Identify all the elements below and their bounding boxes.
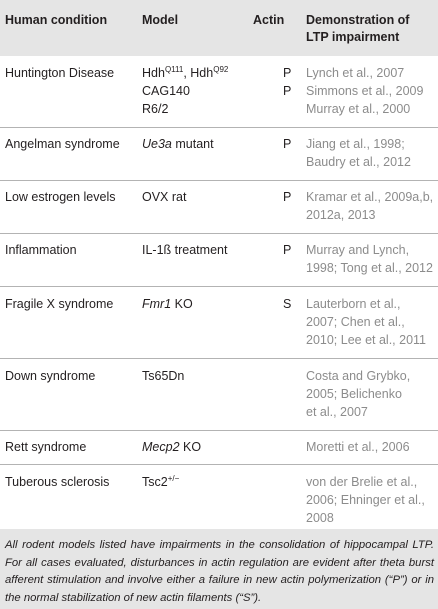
model-sup: Q111 xyxy=(164,65,184,74)
model-text: mutant xyxy=(171,137,214,151)
header-demo-line2: LTP impairment xyxy=(306,30,400,44)
row-model-line3: R6/2 xyxy=(142,102,169,116)
row-ref-line2: Simmons et al., 2009 xyxy=(306,84,424,98)
model-sup: +/− xyxy=(167,474,180,483)
row-ref-line1: Kramar et al., 2009a,b, xyxy=(306,190,434,204)
row-ref-line3: et al., 2007 xyxy=(306,405,368,419)
model-gene: Ue3a xyxy=(142,137,172,151)
row-condition: Tuberous sclerosis xyxy=(5,475,110,489)
table-row xyxy=(0,128,438,181)
table-row xyxy=(0,234,438,287)
table-row xyxy=(0,181,438,234)
table-row xyxy=(0,359,438,431)
table-footnote xyxy=(0,529,438,609)
table-row xyxy=(0,465,438,529)
row-actin: S xyxy=(283,297,292,311)
row-model: IL-1ß treatment xyxy=(142,243,228,257)
row-ref-line2: 1998; Tong et al., 2012 xyxy=(306,261,433,275)
row-ref-line3: 2008 xyxy=(306,511,334,525)
row-model xyxy=(142,65,228,82)
row-condition: Huntington Disease xyxy=(5,66,115,80)
row-ref-line1: von der Brelie et al., xyxy=(306,475,418,489)
row-model: Ts65Dn xyxy=(142,369,185,383)
model-text: KO xyxy=(171,297,193,311)
row-ref-line2: 2005; Belichenko xyxy=(306,387,402,401)
footnote-text: All rodent models listed have impairments in the consolidation of hippocampal LTP. For all cases evaluated, disturbances in actin regulation are evident after theta burst afferent stimulation and involve either a failure in new actin polymerization (“P”) or in the normal stabilization of new actin filaments (“S”). xyxy=(5,539,434,604)
row-model xyxy=(142,296,193,313)
row-ref-line1: Jiang et al., 1998; xyxy=(306,137,405,151)
header-demo-line1: Demonstration of xyxy=(306,13,410,27)
row-ref-line1: Costa and Grybko, xyxy=(306,369,411,383)
header-condition: Human condition xyxy=(5,13,108,27)
header-actin: Actin xyxy=(253,13,285,27)
row-ref-line2: 2012a, 2013 xyxy=(306,208,376,222)
model-gene: Fmr1 xyxy=(142,297,172,311)
row-actin-line2: P xyxy=(283,84,292,98)
model-text: KO xyxy=(179,440,202,454)
row-actin: P xyxy=(283,190,292,204)
table-row xyxy=(0,287,438,359)
row-actin: P xyxy=(283,137,292,151)
model-sup-b: Q92 xyxy=(213,65,229,74)
row-model-line2: CAG140 xyxy=(142,84,190,98)
row-actin: P xyxy=(283,66,292,80)
row-ref-line1: Moretti et al., 2006 xyxy=(306,440,410,454)
row-ref-line2: Baudry et al., 2012 xyxy=(306,155,411,169)
row-ref-line3: Murray et al., 2000 xyxy=(306,102,411,116)
table-row xyxy=(0,56,438,128)
model-gene: Mecp2 xyxy=(142,440,180,454)
row-ref-line3: 2010; Lee et al., 2011 xyxy=(306,333,427,347)
table-header xyxy=(0,0,438,56)
row-condition: Inflammation xyxy=(5,243,77,257)
row-ref-line2: 2006; Ehninger et al., xyxy=(306,493,425,507)
row-ref-line1: Lynch et al., 2007 xyxy=(306,66,405,80)
header-model: Model xyxy=(142,13,179,27)
row-model xyxy=(142,474,179,491)
model-text: Tsc2 xyxy=(142,475,168,489)
row-condition: Down syndrome xyxy=(5,369,96,383)
table-row xyxy=(0,431,438,465)
row-actin: P xyxy=(283,243,292,257)
row-condition: Low estrogen levels xyxy=(5,190,116,204)
model-text: Hdh xyxy=(142,66,165,80)
row-model: OVX rat xyxy=(142,190,187,204)
model-text-sep: , Hdh xyxy=(183,66,214,80)
row-condition: Rett syndrome xyxy=(5,440,87,454)
row-ref-line1: Murray and Lynch, xyxy=(306,243,410,257)
row-ref-line1: Lauterborn et al., xyxy=(306,297,401,311)
row-condition: Fragile X syndrome xyxy=(5,297,114,311)
row-condition: Angelman syndrome xyxy=(5,137,120,151)
row-ref-line2: 2007; Chen et al., xyxy=(306,315,405,329)
row-model xyxy=(142,136,214,153)
row-model xyxy=(142,439,201,456)
